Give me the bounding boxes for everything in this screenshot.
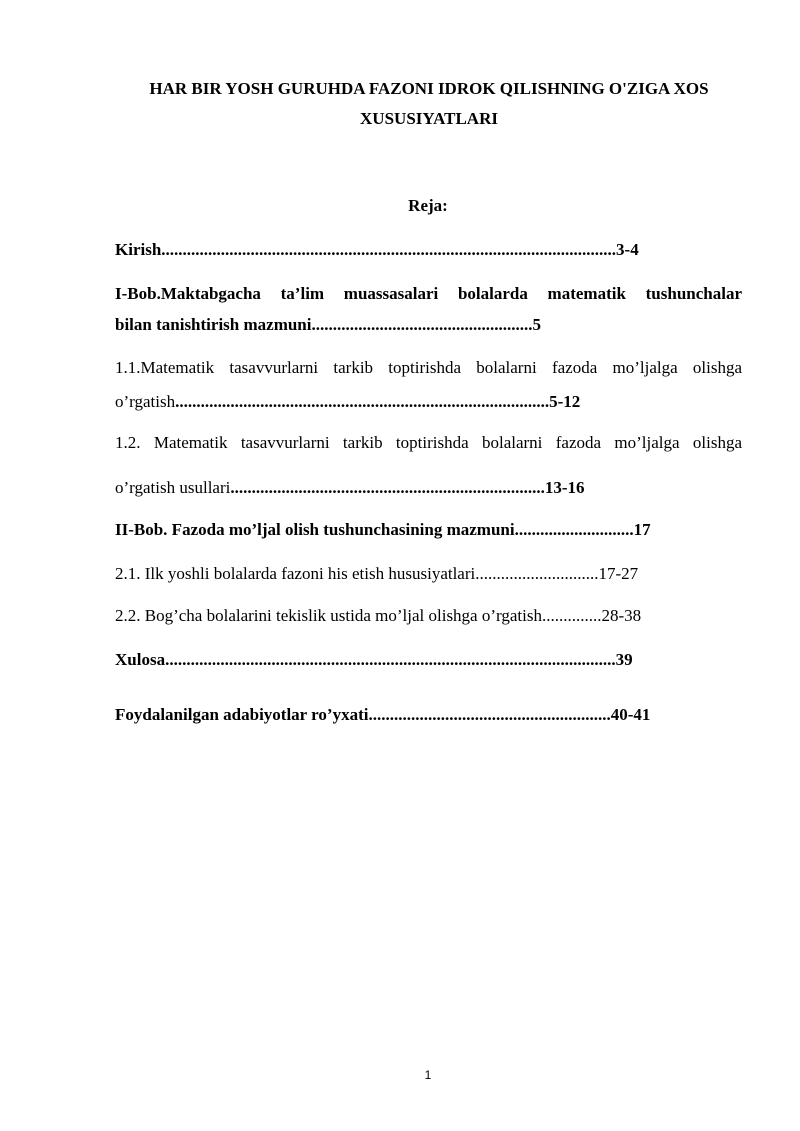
toc-entry-adabiyotlar: Foydalanilgan adabiyotlar ro’yxati.........................................................40-41 — [115, 705, 651, 724]
toc-entry-kirish: Kirish...........................................................................................................3-4 — [115, 240, 639, 259]
toc-entry-1-1-line1: 1.1.Matematik tasavvurlarni tarkib toptirishda bolalarni fazoda mo’ljalga olishga — [115, 358, 742, 377]
title-line-2: XUSUSIYATLARI — [360, 109, 498, 128]
toc-entry-1-2-line2 — [115, 478, 742, 498]
toc-entry-1-2-leader: ..........................................................................13-16 — [230, 478, 585, 497]
toc-entry-bob1-line1: I-Bob.Maktabgacha ta’lim muassasalari bolalarda matematik tushunchalar — [115, 284, 742, 303]
plan-heading: Reja: — [408, 196, 448, 215]
toc-entry-1-1-line2 — [115, 392, 742, 412]
toc-entry-xulosa: Xulosa..........................................................................................................39 — [115, 650, 633, 669]
document-title — [113, 74, 745, 134]
toc-entry-1-2-line1: 1.2. Matematik tasavvurlarni tarkib toptirishda bolalarni fazoda mo’ljalga olishga — [115, 433, 742, 452]
toc-entry-1-1-text: o’rgatish — [115, 392, 176, 411]
toc-entry-bob1-line2: bilan tanishtirish mazmuni....................................................5 — [115, 315, 541, 334]
toc-entry-1-1-leader: ........................................................................................5-12 — [175, 392, 581, 411]
page-number: 1 — [424, 1068, 432, 1082]
toc-entry-2-2: 2.2. Bog’cha bolalarini tekislik ustida mo’ljal olishga o’rgatish..............28-38 — [115, 606, 642, 625]
toc-entry-bob2: II-Bob. Fazoda mo’ljal olish tushunchasining mazmuni............................17 — [115, 520, 651, 539]
toc-entry-1-2-text: o’rgatish usullari — [115, 478, 231, 497]
title-line-1: HAR BIR YOSH GURUHDA FAZONI IDROK QILISHNING O'ZIGA XOS — [149, 79, 709, 98]
toc-entry-2-1: 2.1. Ilk yoshli bolalarda fazoni his etish hususiyatlari.............................17-27 — [115, 564, 639, 583]
